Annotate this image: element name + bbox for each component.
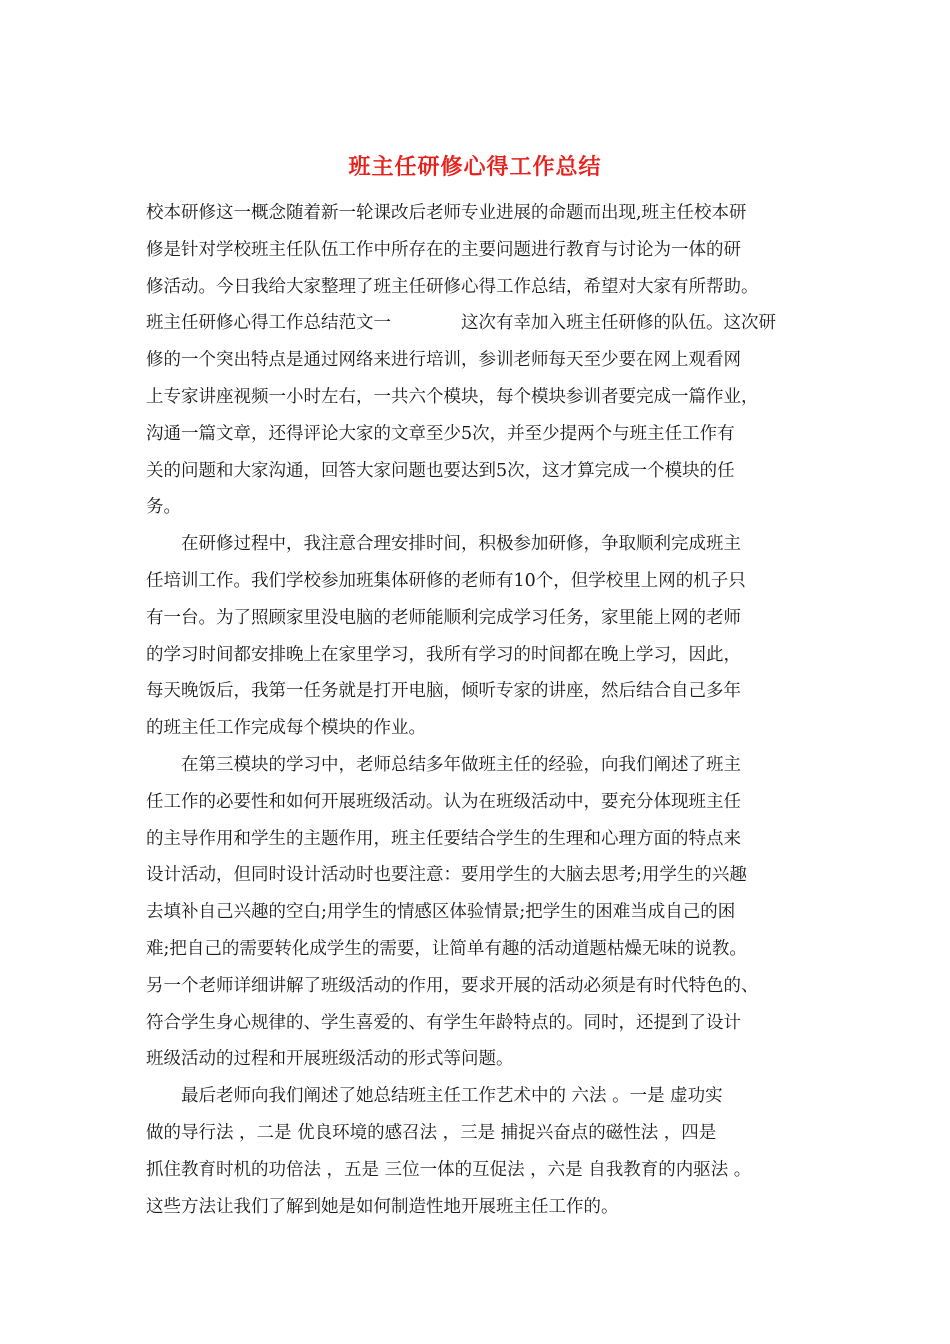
text-line: 最后老师向我们阐述了她总结班主任工作艺术中的 六法 。一是 虚功实 bbox=[146, 1086, 723, 1107]
document-body bbox=[146, 195, 816, 1225]
text-line: 难;把自己的需要转化成学生的需要，让简单有趣的活动道题枯燥无味的说教。 bbox=[146, 938, 747, 959]
text-line: 做的导行法 ，二是 优良环境的感召法 ，三是 捕捉兴奋点的磁性法 ，四是 bbox=[146, 1122, 717, 1143]
sample-heading: 班主任研修心得工作总结范文一 bbox=[146, 313, 391, 334]
text-line: 的班主任工作完成每个模块的作业。 bbox=[146, 718, 426, 739]
text-line: 任培训工作。我们学校参加班集体研修的老师有10个，但学校里上网的机子只 bbox=[146, 570, 746, 591]
text-line-with-heading bbox=[146, 305, 816, 342]
text-line: 抓住教育时机的功倍法 ，五是 三位一体的互促法 ，六是 自我教育的内驱法 。 bbox=[146, 1159, 752, 1180]
text-line: 的主导作用和学生的主题作用，班主任要结合学生的生理和心理方面的特点来 bbox=[146, 828, 741, 849]
text-line-tail: 这次有幸加入班主任研修的队伍。这次研 bbox=[461, 313, 776, 334]
document-title: 班主任研修心得工作总结 bbox=[348, 154, 602, 180]
text-line: 务。 bbox=[146, 497, 181, 518]
text-line: 修的一个突出特点是通过网络来进行培训，参训老师每天至少要在网上观看网 bbox=[146, 350, 741, 371]
text-line: 关的问题和大家沟通，回答大家问题也要达到5次，这才算完成一个模块的任 bbox=[146, 460, 735, 481]
text-line: 班级活动的过程和开展班级活动的形式等问题。 bbox=[146, 1049, 514, 1070]
text-line: 修活动。今日我给大家整理了班主任研修心得工作总结，希望对大家有所帮助。 bbox=[146, 276, 759, 297]
text-line: 另一个老师详细讲解了班级活动的作用，要求开展的活动必须是有时代特色的、 bbox=[146, 975, 759, 996]
text-line: 在研修过程中，我注意合理安排时间，积极参加研修，争取顺利完成班主 bbox=[146, 534, 741, 555]
text-line: 修是针对学校班主任队伍工作中所存在的主要问题进行教育与讨论为一体的研 bbox=[146, 239, 741, 260]
text-line: 有一台。为了照顾家里没电脑的老师能顺利完成学习任务，家里能上网的老师 bbox=[146, 607, 741, 628]
text-line: 每天晚饭后，我第一任务就是打开电脑，倾听专家的讲座，然后结合自己多年 bbox=[146, 681, 741, 702]
text-line: 这些方法让我们了解到她是如何制造性地开展班主任工作的。 bbox=[146, 1196, 619, 1217]
text-line: 任工作的必要性和如何开展班级活动。认为在班级活动中，要充分体现班主任 bbox=[146, 791, 741, 812]
text-line: 沟通一篇文章，还得评论大家的文章至少5次，并至少提两个与班主任工作有 bbox=[146, 423, 735, 444]
text-line: 上专家讲座视频一小时左右，一共六个模块，每个模块参训者要完成一篇作业， bbox=[146, 386, 759, 407]
text-line: 符合学生身心规律的、学生喜爱的、有学生年龄特点的。同时，还提到了设计 bbox=[146, 1012, 741, 1033]
text-line: 校本研修这一概念随着新一轮课改后老师专业进展的命题而出现,班主任校本研 bbox=[146, 203, 747, 223]
text-line: 在第三模块的学习中，老师总结多年做班主任的经验，向我们阐述了班主 bbox=[146, 754, 741, 775]
text-line: 的学习时间都安排晚上在家里学习，我所有学习的时间都在晚上学习，因此， bbox=[146, 644, 741, 665]
text-line: 去填补自己兴趣的空白;用学生的情感区体验情景;把学生的困难当成自己的困 bbox=[146, 902, 736, 923]
text-line: 设计活动，但同时设计活动时也要注意：要用学生的大脑去思考;用学生的兴趣 bbox=[146, 865, 747, 886]
